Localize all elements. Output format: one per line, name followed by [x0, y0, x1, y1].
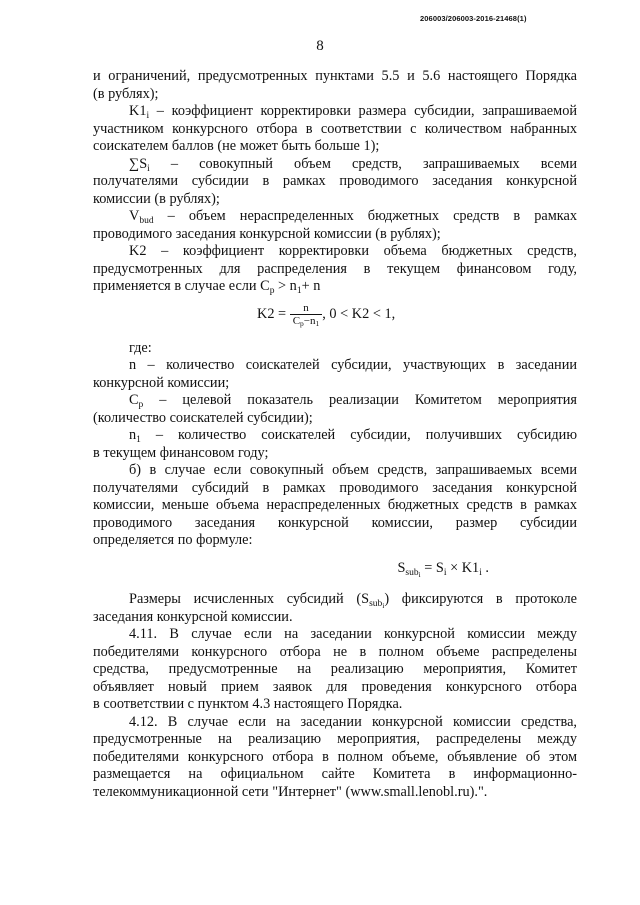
text-line: – коэффициент корректировки размера субсидии, запрашиваемой [149, 103, 577, 119]
n1-subscript: 1 [136, 435, 141, 445]
k1-definition [93, 103, 577, 121]
text-line: предусмотренных для распределения в текущем финансовом году, [93, 260, 577, 277]
text-line: телекоммуникационной сети "Интернет" (www.small.lenobl.ru).". [93, 783, 488, 800]
text-line: победителями конкурсного отбора не в полном объеме распределены [93, 643, 577, 660]
text-line: получателями субсидии в рамках проводимого заседания конкурсной [93, 173, 577, 189]
text-line: – совокупный объем средств, запрашиваемых всеми [149, 155, 577, 172]
text-line: и ограничений, предусмотренных пунктами 5.5 и 5.6 настоящего Порядка [93, 68, 577, 84]
text-line: + n [301, 278, 321, 294]
text-line: – количество соискателей субсидии, получивших субсидию [140, 427, 577, 443]
text-line: – объем нераспределенных бюджетных средств в рамках [153, 208, 577, 224]
clause-4-12: 4.12. В случае если на заседании конкурсной комиссии средства, [129, 713, 577, 730]
formula-ssub: $S_{sub_i} = S_i \times K1_i$ . [397, 559, 489, 579]
text-line: конкурсной комиссии; [93, 374, 230, 391]
sum-subscript: i [147, 163, 150, 174]
k1-subscript: i [146, 111, 150, 121]
page-number: 8 [316, 38, 324, 54]
text-line: > n [274, 278, 297, 294]
vbud-symbol: V [129, 208, 140, 224]
document-body [93, 68, 577, 801]
text-line: размещается на официальном сайте Комитета в информационно- [93, 766, 577, 782]
text-line: ) фиксируются в протоколе [384, 591, 577, 607]
cp-symbol: C [260, 278, 270, 294]
k1-symbol: K1 [129, 103, 147, 119]
formula-condition: , 0 < K2 < 1, [322, 305, 396, 322]
text-line: получателями субсидий в рамках проводимого заседания конкурсной [93, 479, 577, 496]
clause-b: б) в случае если совокупный объем средств, запрашиваемых всеми [129, 462, 577, 478]
n1-subscript: 1 [296, 286, 302, 296]
text-line: проводимого заседания конкурсной комиссии (в рублях); [93, 225, 441, 242]
text-line: (количество соискателей субсидии); [93, 409, 313, 426]
text-line: заседания конкурсной комиссии. [93, 608, 293, 625]
cp-subscript: p [138, 400, 144, 410]
where-label: где: [129, 339, 152, 356]
text-line: (в рублях); [93, 85, 159, 102]
document-id: 206003/206003-2016-21468(1) [420, 14, 527, 23]
text-line: проводимого заседания конкурсной комиссии, размер субсидии [93, 514, 577, 531]
text-line: комиссии, меньше объема нераспределенных бюджетных средств в рамках [93, 497, 577, 513]
text-line: средства, предусмотренные на реализацию мероприятия, Комитет [93, 661, 577, 677]
text-line: объявляет новый прием заявок для проведения конкурсного отбора [93, 678, 577, 695]
clause-4-11: 4.11. В случае если на заседании конкурсной комиссии между [129, 626, 577, 642]
text-line: комиссии (в рублях); [93, 190, 220, 207]
text-line: победителями конкурсного отбора в полном объеме, объявление об этом [93, 748, 577, 765]
cp-definition [93, 392, 577, 410]
formula-k2 [93, 298, 577, 336]
fraction-denominator: $C_p-n_1$ [292, 314, 320, 328]
condition-line [93, 278, 577, 296]
cp-subscript: p [269, 286, 275, 296]
cp-symbol: C [129, 392, 139, 408]
formula-fraction [290, 302, 323, 327]
n-definition: n – количество соискателей субсидии, участвующих в заседании [129, 357, 577, 373]
text-line: соискателем баллов (не может быть больше 1); [93, 138, 380, 154]
sizes-paragraph: Размеры исчисленных субсидий $(S_{sub_i})$ фиксируются в протоколе [129, 591, 577, 610]
n1-definition [93, 427, 577, 445]
text-line: Размеры исчисленных субсидий (S [129, 591, 370, 607]
text-line: предусмотренные на реализацию мероприятия, распределены между [93, 731, 577, 747]
text-line: в соответствии с пунктом 4.3 настоящего Порядка. [93, 696, 403, 712]
n1-symbol: n [129, 427, 137, 443]
formula-lhs: K2 = [257, 305, 287, 322]
fraction-numerator: n [290, 302, 323, 315]
text-line: применяется в случае если [93, 278, 261, 294]
text-line: участником конкурсного отбора в соответствии с количеством набранных [93, 120, 577, 137]
vbud-definition [93, 208, 577, 226]
k2-definition: K2 – коэффициент корректировки объема бюджетных средств, [129, 243, 577, 259]
text-line: определяется по формуле: [93, 532, 253, 548]
sum-definition [93, 156, 577, 174]
text-line: – целевой показатель реализации Комитетом мероприятия [143, 392, 577, 408]
text-line: в текущем финансовом году; [93, 444, 269, 461]
sum-symbol: ∑S [129, 155, 148, 172]
vbud-subscript: bud [139, 216, 154, 226]
